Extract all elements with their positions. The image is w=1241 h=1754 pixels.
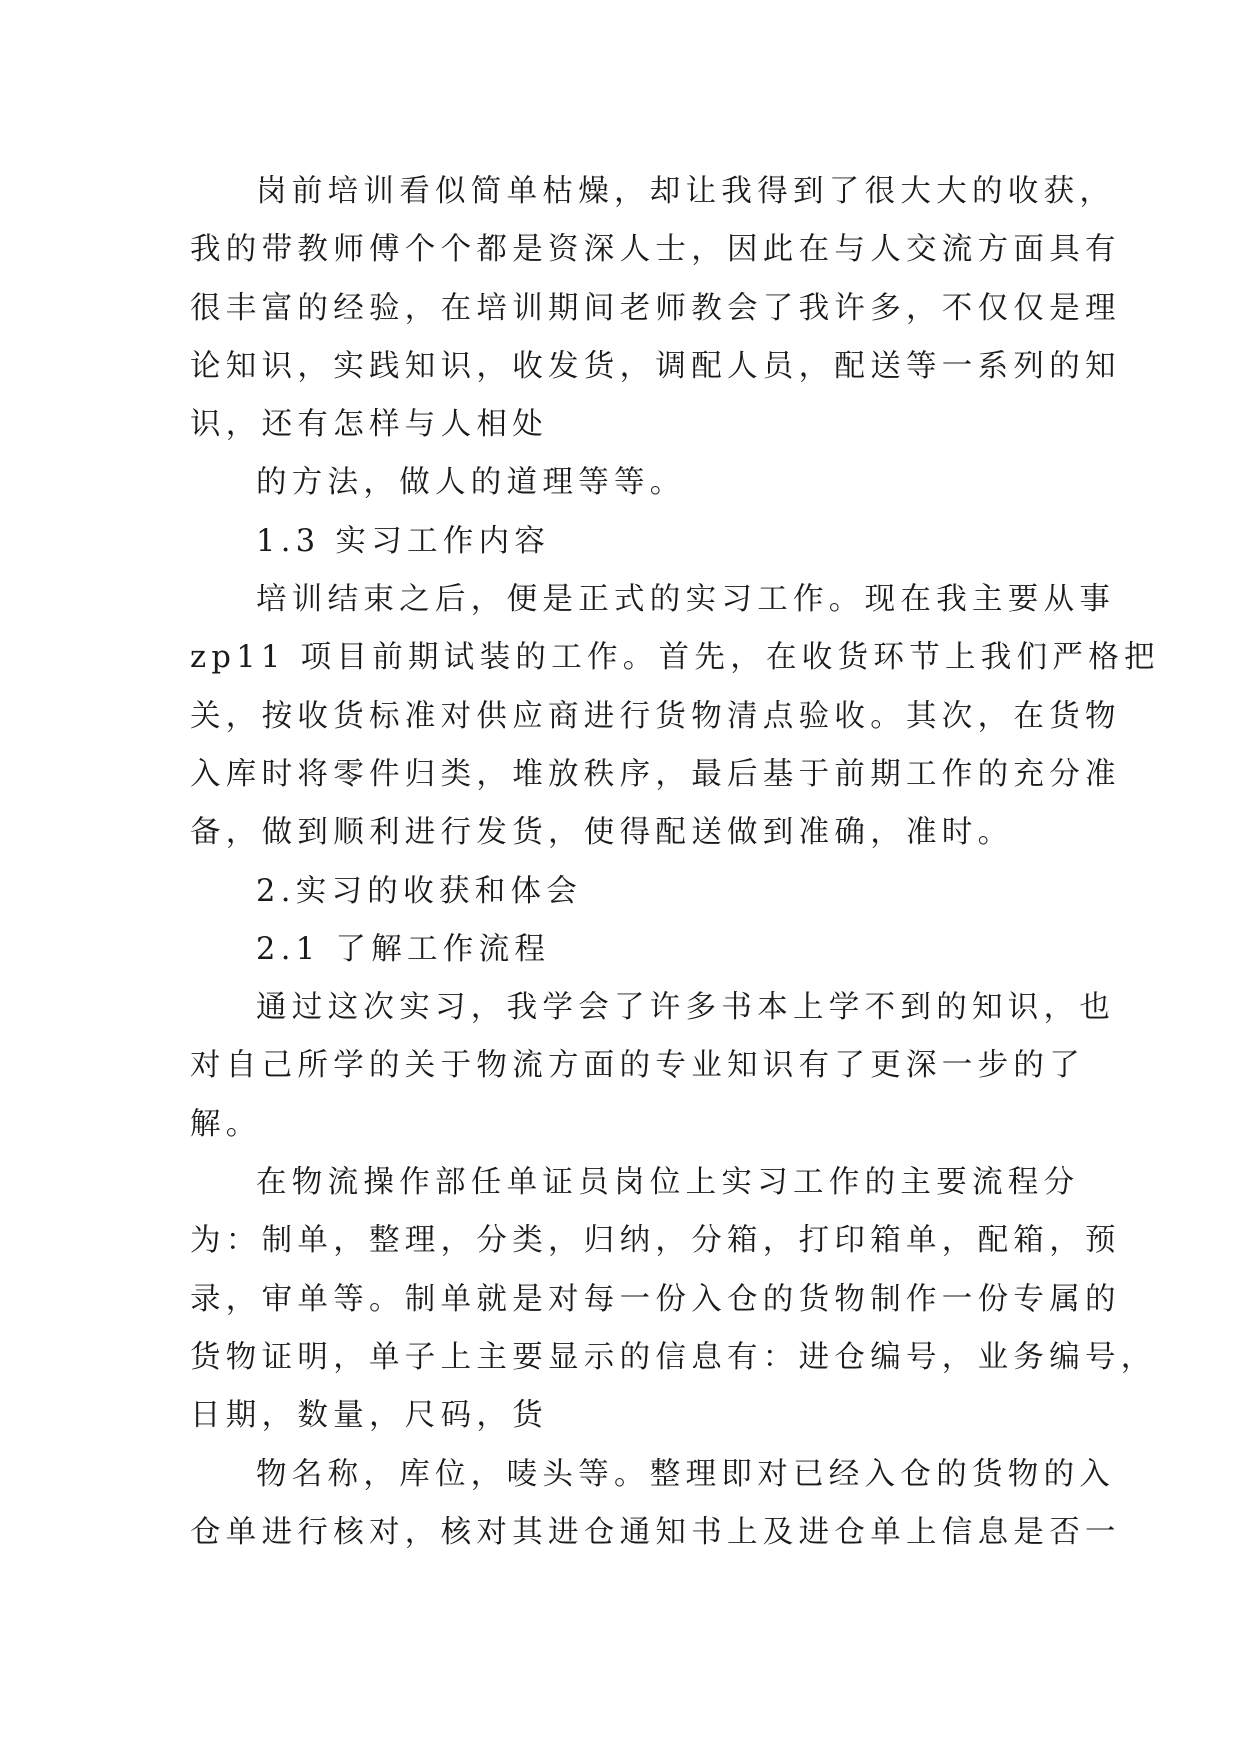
text-line: 解。 [190,1106,262,1142]
text-line: 论知识，实践知识，收发货，调配人员，配送等一系列的知 [190,348,1121,384]
heading-1-3 [190,513,1070,571]
heading-2 [190,863,1070,921]
text-line: 岗前培训看似简单枯燥，却让我得到了很大大的收获， [256,174,1116,209]
text-line: zp11 项目前期试装的工作。首先，在收货环节上我们严格把 [190,640,1160,676]
text-line: 培训结束之后，便是正式的实习工作。现在我主要从事 [256,582,1116,618]
text-line: 日期，数量，尺码，货 [190,1398,548,1434]
text-line: 录，审单等。制单就是对每一份入仓的货物制作一份专属的 [190,1281,1121,1317]
text-line: 识，还有怎样与人相处 [190,407,548,443]
text-line: 为：制单，整理，分类，归纳，分箱，打印箱单，配箱，预 [190,1223,1121,1259]
text-line: 对自己所学的关于物流方面的专业知识有了更深一步的了 [190,1048,1085,1084]
text-line: 备，做到顺利进行发货，使得配送做到准确，准时。 [190,815,1014,851]
text-line: 物名称，库位，唛头等。整理即对已经入仓的货物的入 [256,1456,1116,1492]
paragraph-methods [190,454,1070,512]
section-heading: 2.1 了解工作流程 [256,931,551,967]
text-line: 我的带教师傅个个都是资深人士，因此在与人交流方面具有 [190,232,1121,268]
heading-2-1 [190,921,1070,979]
text-line: 货物证明，单子上主要显示的信息有：进仓编号，业务编号， [190,1339,1157,1375]
paragraph-work-content [190,571,1160,862]
paragraph-learning [190,979,1116,1154]
text-line: 的方法，做人的道理等等。 [256,465,686,501]
paragraph-workflow [190,1154,1157,1445]
paragraph-training-gains [190,163,1121,454]
text-line: 在物流操作部任单证员岗位上实习工作的主要流程分 [256,1165,1080,1201]
text-line: 关，按收货标准对供应商进行货物清点验收。其次，在货物 [190,698,1121,734]
text-line: 入库时将零件归类，堆放秩序，最后基于前期工作的充分准 [190,756,1121,792]
text-line: 很丰富的经验，在培训期间老师教会了我许多，不仅仅是理 [190,290,1121,326]
section-heading: 1.3 实习工作内容 [256,523,551,559]
text-line: 通过这次实习，我学会了许多书本上学不到的知识，也 [256,990,1116,1026]
body-text [190,163,1160,1562]
text-line: 仓单进行核对，核对其进仓通知书上及进仓单上信息是否一 [190,1514,1121,1550]
paragraph-sorting [190,1446,1121,1563]
section-heading: 2.实习的收获和体会 [256,873,583,909]
